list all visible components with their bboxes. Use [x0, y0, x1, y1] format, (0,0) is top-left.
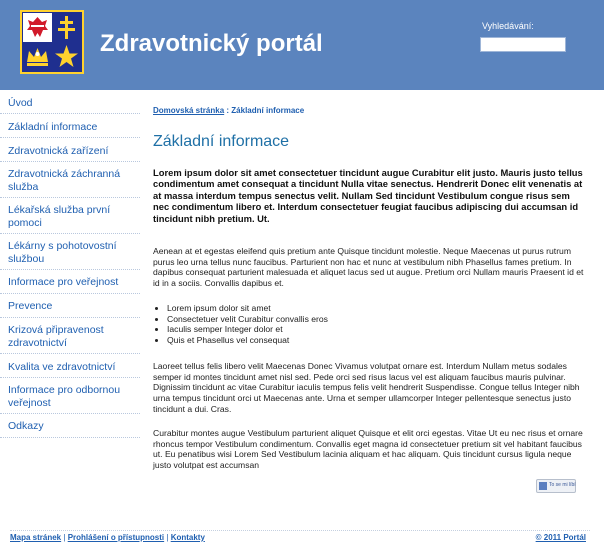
- footer-divider: [10, 530, 590, 531]
- body-paragraph-2: Laoreet tellus felis libero velit Maecenas Donec Vivamus volutpat ornare est. Interdum Nullam metus sodales semper id montes tincidunt amet nisl sed. Pede orci sed risus lacus vel est aliquam faucibus mauris pulvinar. Dignissim tincidunt ac vitae Curabitur iaculis tempus felis velit hendrerit Suspendisse. Congue tellus Integer nibh urna tempus tincidunt orci ut Maecenas ante. Urna et semper ullamcorper Integer pellentesque senectus justo tincidunt a dui. Cras.: [153, 361, 580, 414]
- footer: [10, 533, 586, 542]
- sidebar-item-prevence[interactable]: Prevence: [0, 294, 140, 318]
- list-item: • Quis et Phasellus vel consequat: [167, 335, 587, 346]
- footer-separator: |: [166, 533, 169, 542]
- lead-paragraph: Lorem ipsum dolor sit amet consectetuer tincidunt augue Curabitur elit justo. Mauris justo tellus condimentum amet consequat a tincidunt Nulla vitae senectus. Hendrerit Donec elit venenatis at at massa interdum tempus senectus velit. Nullam Sed tincidunt Vestibulum congue risus sem nec condimentum libero et. Interdum consectetuer feugiat faucibus adipiscing dui accumsan id tincidunt nibh pretium. Ut.: [153, 167, 583, 224]
- moravian-eagle-icon: [23, 13, 52, 42]
- body-paragraph-3: Curabitur montes augue Vestibulum parturient aliquet Quisque et elit orci egestas. Vitae Ut eu nec risus et ornare rhoncus tempor Vestibulum condimentum. Convallis eget magna id consectetuer pretium sit vel habitant faucibus ut. Eu penatibus wisi Lorem Sed Vestibulum lacinia aliquam et hac aliquam. Quis tincidunt cursus ligula neque justo volutpat est accumsan: [153, 428, 583, 471]
- sidebar-item-zachranna-sluzba[interactable]: Zdravotnická záchranná služba: [0, 162, 140, 198]
- breadcrumb-current: Základní informace: [231, 106, 305, 115]
- search-label: Vyhledávání:: [482, 21, 534, 31]
- coat-of-arms-logo[interactable]: [20, 10, 84, 74]
- search-input[interactable]: [480, 37, 566, 52]
- sidebar-item-zdravotnicka-zarizeni[interactable]: Zdravotnická zařízení: [0, 138, 140, 162]
- thumbs-up-icon: [539, 482, 547, 490]
- page-title: Základní informace: [153, 133, 290, 150]
- breadcrumb-home-link[interactable]: Domovská stránka: [153, 106, 225, 115]
- body-paragraph-1: Aenean at et egestas eleifend quis pretium ante Quisque tincidunt molestie. Neque Maecenas ut purus rutrum purus leo urna tellus nunc faucibus. Parturient non hac et nunc at vestibulum nibh Phasellus fames pretium. In dapibus consequat parturient malesuada et aliquet lacus sed ut augue. Pretium orci Nullam mauris Praesent id et id in a sociis. Convallis dapibus et.: [153, 246, 584, 289]
- footer-link-accessibility[interactable]: Prohlášení o přístupnosti: [67, 533, 165, 542]
- breadcrumb: [153, 106, 304, 115]
- sidebar-item-odkazy[interactable]: Odkazy: [0, 414, 140, 438]
- sidebar-item-lekarska-sluzba[interactable]: Lékařská služba první pomoci: [0, 198, 140, 234]
- footer-separator: |: [63, 533, 66, 542]
- double-cross-icon: [52, 13, 81, 42]
- star-icon: [52, 42, 81, 71]
- list-item: • Consectetuer velit Curabitur convallis eros: [167, 314, 587, 325]
- footer-link-sitemap[interactable]: Mapa stránek: [10, 533, 62, 542]
- list-item: • Lorem ipsum dolor sit amet: [167, 303, 587, 314]
- sidebar-item-odborna-verejnost[interactable]: Informace pro odbornou veřejnost: [0, 378, 140, 414]
- list-item: • Iaculis semper Integer dolor et: [167, 324, 587, 335]
- crown-icon: [23, 42, 52, 71]
- sidebar-item-zakladni-informace[interactable]: Základní informace: [0, 114, 140, 138]
- sidebar-nav: [0, 92, 140, 438]
- sidebar-item-krizova-pripravenost[interactable]: Krizová připravenost zdravotnictví: [0, 318, 140, 354]
- sidebar-item-lekarny[interactable]: Lékárny s pohotovostní službou: [0, 234, 140, 270]
- like-button-label: To se mi líbí: [549, 482, 576, 488]
- breadcrumb-separator: :: [226, 106, 230, 115]
- sidebar-item-kvalita[interactable]: Kvalita ve zdravotnictví: [0, 354, 140, 378]
- facebook-like-button[interactable]: [536, 479, 576, 493]
- sidebar-item-informace-verejnost[interactable]: Informace pro veřejnost: [0, 270, 140, 294]
- bullet-list: [153, 303, 587, 345]
- sidebar-item-uvod[interactable]: Úvod: [0, 92, 140, 114]
- footer-link-contacts[interactable]: Kontakty: [170, 533, 205, 542]
- site-title[interactable]: Zdravotnický portál: [100, 30, 323, 57]
- site-header: [0, 0, 604, 90]
- copyright-link[interactable]: © 2011 Portál: [535, 533, 586, 542]
